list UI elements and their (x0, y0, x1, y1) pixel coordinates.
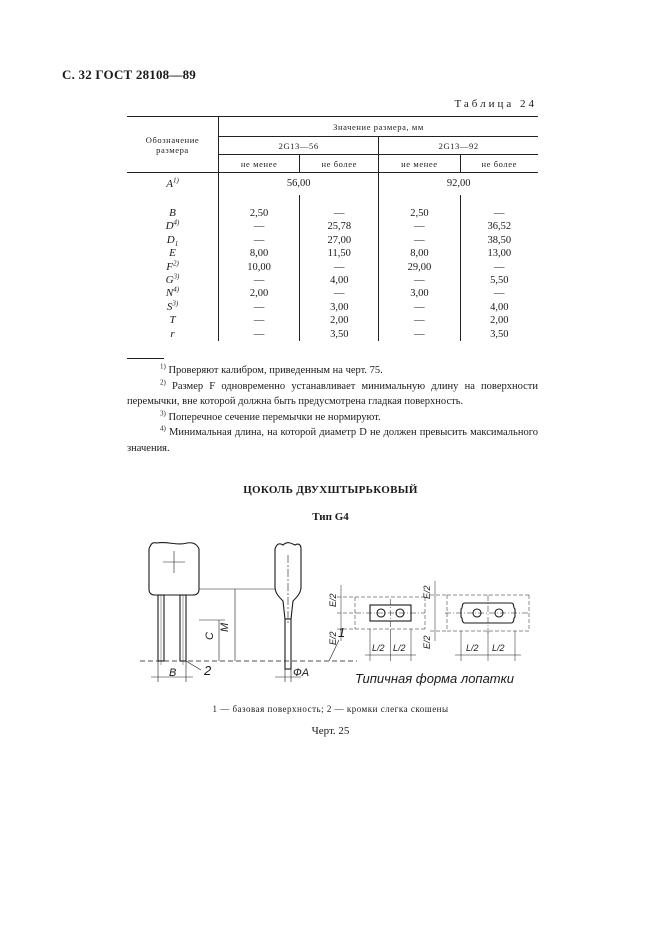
cell: — (494, 288, 505, 300)
sub-header: не менее (379, 155, 460, 173)
cell: — (219, 234, 300, 247)
label-l2: L/2 (466, 643, 479, 653)
row-label: E (127, 247, 219, 260)
row-label: r (127, 328, 219, 341)
label-l2: L/2 (492, 643, 505, 653)
table-row (127, 234, 538, 247)
table-caption: Таблица 24 (454, 98, 537, 110)
cell: 11,50 (300, 247, 379, 260)
group-header-2: 2G13—92 (379, 137, 538, 155)
label-e2-bottom-1: E/2 (328, 631, 338, 645)
cell: 2,50 (219, 207, 300, 220)
table-row (127, 173, 538, 196)
cell: — (379, 314, 460, 327)
pin-side (285, 619, 291, 669)
section-title: ЦОКОЛЬ ДВУХШТЫРЬКОВЫЙ (243, 484, 418, 496)
table-row (127, 314, 538, 327)
figure-caption: 1 — базовая поверхность; 2 — кромки слегка скошены (212, 704, 449, 714)
label-2: 2 (204, 663, 212, 678)
label-e2-top-1: E/2 (328, 593, 338, 607)
cell: 92,00 (446, 178, 471, 189)
cell: 29,00 (379, 261, 460, 274)
cell: 25,78 (300, 220, 379, 233)
cell: 3,00 (300, 301, 379, 314)
table-row (127, 301, 538, 314)
cell: 3,50 (490, 328, 509, 340)
table-row (127, 328, 538, 341)
cell: 2,50 (379, 207, 460, 220)
label-1: 1 (338, 625, 346, 640)
footnote-2: $^{2)}$ Размер F одновременно устанавливает минимальную длину на поверхности перемычки, вне которой должна быть предусмотрена гладкая поверхность. (127, 378, 538, 407)
value-header: Значение размера, мм (219, 117, 539, 137)
cell: 27,00 (300, 234, 379, 247)
row-label: $S^{3)}$ (127, 301, 219, 314)
dimensions-table (127, 116, 538, 341)
footnote-3: $^{3)}$ Поперечное сечение перемычки не нормируют. (160, 409, 381, 423)
cell: — (300, 207, 379, 220)
row-label: $G^{3)}$ (127, 274, 219, 287)
cell: — (379, 328, 460, 341)
label-c: C (204, 632, 216, 640)
cell: — (494, 261, 505, 273)
cell: — (379, 234, 460, 247)
row-label: $D_1$ (127, 234, 219, 247)
cell: 2,00 (219, 287, 300, 300)
row-label: $D^{4)}$ (127, 220, 219, 233)
cell: — (379, 301, 460, 314)
cell: 8,00 (219, 247, 300, 260)
cell: 4,00 (490, 301, 509, 313)
cell: 56,00 (219, 173, 379, 196)
cell: 10,00 (219, 261, 300, 274)
footnote-rule (127, 358, 164, 359)
cell: — (219, 328, 300, 341)
table-row (127, 274, 538, 287)
footnote-4: $^{4)}$ Минимальная длина, на которой диаметр D не должен превысить максимального значения. (127, 424, 538, 454)
label-typical-blade: Типичная форма лопатки (355, 671, 515, 686)
label-e2-top-2: E/2 (422, 585, 432, 599)
sub-header: не более (460, 155, 538, 173)
cell: 5,50 (490, 275, 509, 287)
table-row (127, 261, 538, 274)
cell: 13,00 (487, 248, 512, 260)
cell: — (300, 287, 379, 300)
page-header: С. 32 ГОСТ 28108—89 (62, 67, 196, 82)
row-label: B (127, 207, 219, 220)
label-a: ФA (293, 667, 310, 679)
footnotes (127, 363, 538, 456)
base-drawing (125, 537, 545, 697)
designation-header-line2: размера (156, 144, 189, 155)
sub-header: не более (300, 155, 379, 173)
blade-shape-2 (430, 581, 529, 661)
label-l2: L/2 (372, 643, 385, 653)
cell: 38,50 (487, 234, 512, 246)
cell: 4,00 (300, 274, 379, 287)
cell: 2,00 (490, 315, 509, 327)
label-b: B (169, 667, 177, 679)
cell: 36,52 (487, 221, 512, 233)
cell: 8,00 (379, 247, 460, 260)
footnote-1: $^{1)}$ Проверяют калибром, приведенным на черт. 75. (160, 362, 383, 376)
row-label: $A^{1)}$ (127, 173, 219, 196)
cell: 3,50 (300, 328, 379, 341)
table-row (127, 207, 538, 220)
designation-header (127, 117, 219, 173)
table-body (127, 207, 538, 341)
label-m: M (219, 622, 231, 632)
sub-header: не менее (219, 155, 300, 173)
cell: 2,00 (300, 314, 379, 327)
cell: 3,00 (379, 287, 460, 300)
table-row (127, 287, 538, 300)
type-title: Тип G4 (312, 511, 349, 523)
group-header-1: 2G13—56 (219, 137, 379, 155)
figure-number: Черт. 25 (311, 725, 350, 737)
designation-header-line1: Обозначение (145, 134, 200, 145)
cell: — (219, 301, 300, 314)
cell: — (494, 208, 505, 219)
cell: — (219, 314, 300, 327)
table-row (127, 220, 538, 233)
label-l2: L/2 (393, 643, 406, 653)
cell: — (379, 274, 460, 287)
cell: — (219, 220, 300, 233)
cell: — (300, 261, 379, 274)
row-label: $F^{2)}$ (127, 261, 219, 274)
row-label: T (127, 314, 219, 327)
cell: — (379, 220, 460, 233)
label-e2-bottom-2: E/2 (422, 635, 432, 649)
row-label: $N^{4)}$ (127, 287, 219, 300)
table-row (127, 247, 538, 260)
cell: — (219, 274, 300, 287)
